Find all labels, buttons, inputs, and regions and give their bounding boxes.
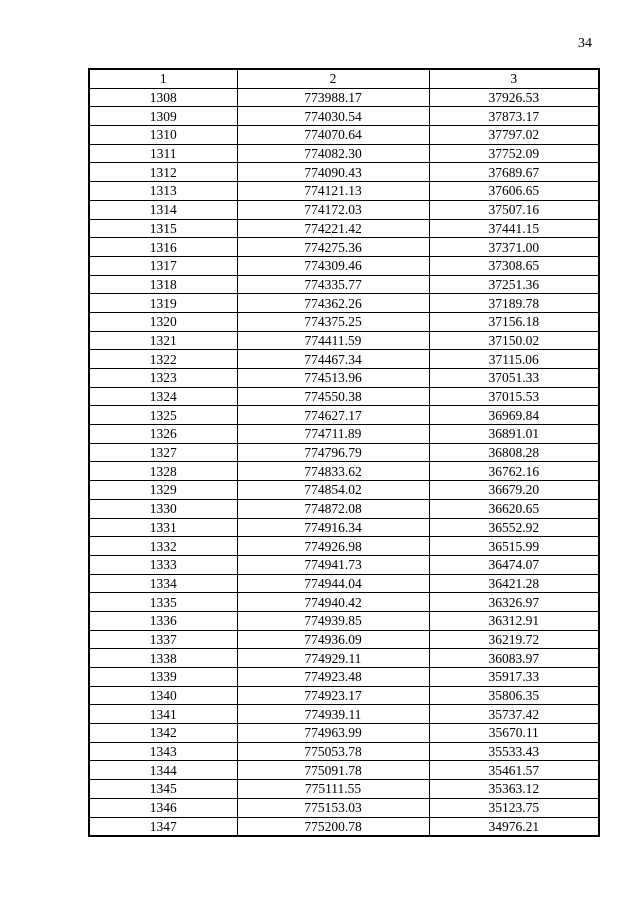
y-coordinate-cell: 37606.65	[429, 182, 599, 201]
table-row	[89, 369, 599, 388]
point-number-cell: 1328	[89, 462, 237, 481]
table-row	[89, 331, 599, 350]
point-number-cell: 1327	[89, 443, 237, 462]
point-number-cell: 1342	[89, 724, 237, 743]
table-row	[89, 537, 599, 556]
y-coordinate-cell: 35363.12	[429, 780, 599, 799]
x-coordinate-cell: 774513.96	[237, 369, 429, 388]
x-coordinate-cell: 774923.48	[237, 668, 429, 687]
table-row	[89, 182, 599, 201]
y-coordinate-cell: 35533.43	[429, 742, 599, 761]
x-coordinate-cell: 773988.17	[237, 88, 429, 107]
x-coordinate-cell: 774854.02	[237, 481, 429, 500]
table-row	[89, 611, 599, 630]
y-coordinate-cell: 36219.72	[429, 630, 599, 649]
table-row	[89, 200, 599, 219]
y-coordinate-cell: 37051.33	[429, 369, 599, 388]
x-coordinate-cell: 775053.78	[237, 742, 429, 761]
table-row	[89, 294, 599, 313]
point-number-cell: 1316	[89, 238, 237, 257]
point-number-cell: 1332	[89, 537, 237, 556]
table-row	[89, 649, 599, 668]
x-coordinate-cell: 774411.59	[237, 331, 429, 350]
point-number-cell: 1345	[89, 780, 237, 799]
y-coordinate-cell: 37156.18	[429, 312, 599, 331]
table-row	[89, 88, 599, 107]
point-number-cell: 1323	[89, 369, 237, 388]
y-coordinate-cell: 36808.28	[429, 443, 599, 462]
y-coordinate-cell: 36762.16	[429, 462, 599, 481]
y-coordinate-cell: 37115.06	[429, 350, 599, 369]
table-row	[89, 144, 599, 163]
x-coordinate-cell: 774872.08	[237, 499, 429, 518]
table-row	[89, 761, 599, 780]
point-number-cell: 1341	[89, 705, 237, 724]
y-coordinate-cell: 37507.16	[429, 200, 599, 219]
x-coordinate-cell: 774923.17	[237, 686, 429, 705]
point-number-cell: 1338	[89, 649, 237, 668]
x-coordinate-cell: 774944.04	[237, 574, 429, 593]
x-coordinate-cell: 774711.89	[237, 425, 429, 444]
x-coordinate-cell: 774335.77	[237, 275, 429, 294]
y-coordinate-cell: 36679.20	[429, 481, 599, 500]
x-coordinate-cell: 774963.99	[237, 724, 429, 743]
table-body	[89, 88, 599, 836]
point-number-cell: 1339	[89, 668, 237, 687]
point-number-cell: 1312	[89, 163, 237, 182]
y-coordinate-cell: 37441.15	[429, 219, 599, 238]
point-number-cell: 1324	[89, 387, 237, 406]
table-row	[89, 780, 599, 799]
y-coordinate-cell: 37015.53	[429, 387, 599, 406]
table-row	[89, 406, 599, 425]
y-coordinate-cell: 37797.02	[429, 126, 599, 145]
table-row	[89, 518, 599, 537]
x-coordinate-cell: 774833.62	[237, 462, 429, 481]
y-coordinate-cell: 35806.35	[429, 686, 599, 705]
x-coordinate-cell: 775111.55	[237, 780, 429, 799]
column-header: 2	[237, 69, 429, 88]
page-number: 34	[578, 36, 592, 51]
y-coordinate-cell: 36891.01	[429, 425, 599, 444]
table-row	[89, 256, 599, 275]
y-coordinate-cell: 34976.21	[429, 817, 599, 836]
x-coordinate-cell: 775091.78	[237, 761, 429, 780]
x-coordinate-cell: 774362.26	[237, 294, 429, 313]
x-coordinate-cell: 774070.64	[237, 126, 429, 145]
y-coordinate-cell: 36620.65	[429, 499, 599, 518]
x-coordinate-cell: 774309.46	[237, 256, 429, 275]
point-number-cell: 1331	[89, 518, 237, 537]
x-coordinate-cell: 774940.42	[237, 593, 429, 612]
x-coordinate-cell: 774172.03	[237, 200, 429, 219]
table-row	[89, 798, 599, 817]
table-row	[89, 163, 599, 182]
table-row	[89, 275, 599, 294]
point-number-cell: 1325	[89, 406, 237, 425]
point-number-cell: 1336	[89, 611, 237, 630]
y-coordinate-cell: 37926.53	[429, 88, 599, 107]
coordinates-table	[88, 68, 600, 837]
table-row	[89, 238, 599, 257]
y-coordinate-cell: 36083.97	[429, 649, 599, 668]
y-coordinate-cell: 36515.99	[429, 537, 599, 556]
y-coordinate-cell: 36474.07	[429, 555, 599, 574]
point-number-cell: 1319	[89, 294, 237, 313]
x-coordinate-cell: 774467.34	[237, 350, 429, 369]
table-row	[89, 593, 599, 612]
point-number-cell: 1313	[89, 182, 237, 201]
y-coordinate-cell: 35670.11	[429, 724, 599, 743]
x-coordinate-cell: 774030.54	[237, 107, 429, 126]
point-number-cell: 1330	[89, 499, 237, 518]
table-row	[89, 462, 599, 481]
x-coordinate-cell: 774941.73	[237, 555, 429, 574]
table-row	[89, 574, 599, 593]
y-coordinate-cell: 35917.33	[429, 668, 599, 687]
point-number-cell: 1317	[89, 256, 237, 275]
y-coordinate-cell: 37873.17	[429, 107, 599, 126]
table-row	[89, 630, 599, 649]
table-row	[89, 312, 599, 331]
point-number-cell: 1326	[89, 425, 237, 444]
table-row	[89, 219, 599, 238]
x-coordinate-cell: 774929.11	[237, 649, 429, 668]
column-header: 1	[89, 69, 237, 88]
point-number-cell: 1333	[89, 555, 237, 574]
y-coordinate-cell: 35123.75	[429, 798, 599, 817]
table-row	[89, 425, 599, 444]
point-number-cell: 1344	[89, 761, 237, 780]
column-header: 3	[429, 69, 599, 88]
y-coordinate-cell: 37150.02	[429, 331, 599, 350]
table-row	[89, 126, 599, 145]
y-coordinate-cell: 36312.91	[429, 611, 599, 630]
x-coordinate-cell: 774926.98	[237, 537, 429, 556]
x-coordinate-cell: 774090.43	[237, 163, 429, 182]
x-coordinate-cell: 774796.79	[237, 443, 429, 462]
y-coordinate-cell: 36552.92	[429, 518, 599, 537]
x-coordinate-cell: 774939.11	[237, 705, 429, 724]
y-coordinate-cell: 37752.09	[429, 144, 599, 163]
point-number-cell: 1346	[89, 798, 237, 817]
y-coordinate-cell: 36326.97	[429, 593, 599, 612]
x-coordinate-cell: 775200.78	[237, 817, 429, 836]
y-coordinate-cell: 36421.28	[429, 574, 599, 593]
table-row	[89, 499, 599, 518]
point-number-cell: 1321	[89, 331, 237, 350]
table-row	[89, 443, 599, 462]
y-coordinate-cell: 37189.78	[429, 294, 599, 313]
point-number-cell: 1318	[89, 275, 237, 294]
point-number-cell: 1322	[89, 350, 237, 369]
x-coordinate-cell: 774550.38	[237, 387, 429, 406]
x-coordinate-cell: 774936.09	[237, 630, 429, 649]
x-coordinate-cell: 774082.30	[237, 144, 429, 163]
point-number-cell: 1335	[89, 593, 237, 612]
table-row	[89, 817, 599, 836]
x-coordinate-cell: 774939.85	[237, 611, 429, 630]
table-row	[89, 686, 599, 705]
x-coordinate-cell: 775153.03	[237, 798, 429, 817]
table-row	[89, 742, 599, 761]
point-number-cell: 1334	[89, 574, 237, 593]
y-coordinate-cell: 35461.57	[429, 761, 599, 780]
x-coordinate-cell: 774375.25	[237, 312, 429, 331]
point-number-cell: 1347	[89, 817, 237, 836]
y-coordinate-cell: 37689.67	[429, 163, 599, 182]
point-number-cell: 1320	[89, 312, 237, 331]
point-number-cell: 1311	[89, 144, 237, 163]
table-row	[89, 555, 599, 574]
x-coordinate-cell: 774916.34	[237, 518, 429, 537]
table-row	[89, 350, 599, 369]
table-row	[89, 107, 599, 126]
table-row	[89, 387, 599, 406]
point-number-cell: 1315	[89, 219, 237, 238]
table-row	[89, 724, 599, 743]
coordinates-table-container	[88, 68, 598, 837]
x-coordinate-cell: 774221.42	[237, 219, 429, 238]
table-row	[89, 481, 599, 500]
x-coordinate-cell: 774275.36	[237, 238, 429, 257]
point-number-cell: 1343	[89, 742, 237, 761]
table-header-row	[89, 69, 599, 88]
point-number-cell: 1314	[89, 200, 237, 219]
point-number-cell: 1310	[89, 126, 237, 145]
table-row	[89, 705, 599, 724]
y-coordinate-cell: 37371.00	[429, 238, 599, 257]
table-row	[89, 668, 599, 687]
point-number-cell: 1329	[89, 481, 237, 500]
point-number-cell: 1337	[89, 630, 237, 649]
point-number-cell: 1309	[89, 107, 237, 126]
y-coordinate-cell: 37308.65	[429, 256, 599, 275]
y-coordinate-cell: 36969.84	[429, 406, 599, 425]
y-coordinate-cell: 35737.42	[429, 705, 599, 724]
point-number-cell: 1340	[89, 686, 237, 705]
x-coordinate-cell: 774121.13	[237, 182, 429, 201]
x-coordinate-cell: 774627.17	[237, 406, 429, 425]
y-coordinate-cell: 37251.36	[429, 275, 599, 294]
point-number-cell: 1308	[89, 88, 237, 107]
